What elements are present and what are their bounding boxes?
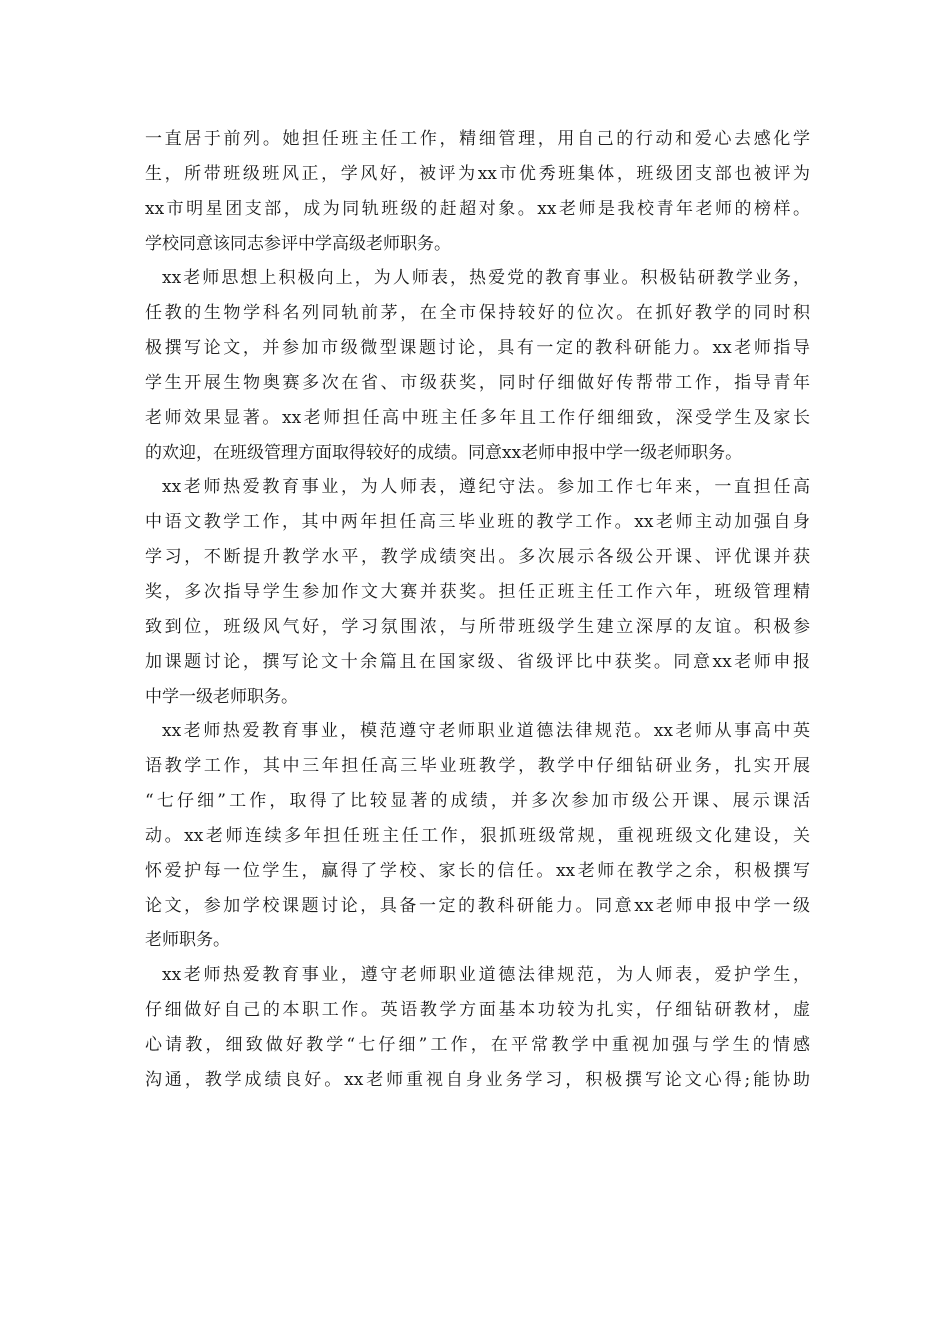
text-line: 老师职务。: [145, 930, 230, 951]
paragraph-4: [145, 714, 810, 958]
text-line: 中语文教学工作，其中两年担任高三毕业班的教学工作。xx老师主动加强自身: [145, 512, 810, 533]
text-line: “七仔细”工作，取得了比较显著的成绩，并多次参加市级公开课、展示课活: [145, 791, 810, 812]
text-line: 心请教，细致做好教学“七仔细”工作，在平常教学中重视加强与学生的情感: [145, 1034, 810, 1055]
paragraph-1: [145, 122, 810, 261]
text-line: 沟通，教学成绩良好。xx老师重视自身业务学习，积极撰写论文心得;能协助: [145, 1069, 810, 1090]
document-body: [145, 122, 810, 1098]
text-line: 生，所带班级班风正，学风好，被评为xx市优秀班集体，班级团支部也被评为: [145, 163, 810, 184]
text-line: 极撰写论文，并参加市级微型课题讨论，具有一定的教科研能力。xx老师指导: [145, 338, 810, 359]
text-line: 学校同意该同志参评中学高级老师职务。: [145, 233, 451, 254]
text-line: 怀爱护每一位学生，赢得了学校、家长的信任。xx老师在教学之余，积极撰写: [145, 860, 810, 881]
text-line: xx老师热爱教育事业，遵守老师职业道德法律规范，为人师表，爱护学生，: [162, 965, 810, 986]
text-line: 动。xx老师连续多年担任班主任工作，狠抓班级常规，重视班级文化建设，关: [145, 825, 810, 846]
text-line: 论文，参加学校课题讨论，具备一定的教科研能力。同意xx老师申报中学一级: [145, 895, 810, 916]
text-line: 任教的生物学科名列同轨前茅，在全市保持较好的位次。在抓好教学的同时积: [145, 303, 810, 324]
text-line: 一直居于前列。她担任班主任工作，精细管理，用自己的行动和爱心去感化学: [145, 129, 810, 149]
text-line: 的欢迎，在班级管理方面取得较好的成绩。同意xx老师申报中学一级老师职务。: [145, 442, 743, 463]
paragraph-2: [145, 261, 810, 470]
paragraph-3: [145, 470, 810, 714]
text-line: 中学一级老师职务。: [145, 686, 298, 707]
text-line: 加课题讨论，撰写论文十余篇且在国家级、省级评比中获奖。同意xx老师申报: [145, 651, 810, 672]
text-line: 奖，多次指导学生参加作文大赛并获奖。担任正班主任工作六年，班级管理精: [145, 581, 810, 602]
text-line: 学习，不断提升教学水平，教学成绩突出。多次展示各级公开课、评优课并获: [145, 547, 810, 568]
text-line: 致到位，班级风气好，学习氛围浓，与所带班级学生建立深厚的友谊。积极参: [145, 616, 810, 637]
text-line: xx老师热爱教育事业，为人师表，遵纪守法。参加工作七年来，一直担任高: [162, 477, 810, 498]
text-line: 学生开展生物奥赛多次在省、市级获奖，同时仔细做好传帮带工作，指导青年: [145, 372, 810, 393]
text-line: xx老师思想上积极向上，为人师表，热爱党的教育事业。积极钻研教学业务，: [162, 268, 810, 289]
text-line: 语教学工作，其中三年担任高三毕业班教学，教学中仔细钻研业务，扎实开展: [145, 756, 810, 777]
paragraph-5: [145, 958, 810, 1097]
text-line: xx老师热爱教育事业，模范遵守老师职业道德法律规范。xx老师从事高中英: [162, 721, 810, 742]
text-line: xx市明星团支部，成为同轨班级的赶超对象。xx老师是我校青年老师的榜样。: [145, 198, 810, 219]
text-line: 老师效果显著。xx老师担任高中班主任多年且工作仔细细致，深受学生及家长: [145, 407, 810, 428]
text-line: 仔细做好自己的本职工作。英语教学方面基本功较为扎实，仔细钻研教材，虚: [145, 1000, 810, 1021]
